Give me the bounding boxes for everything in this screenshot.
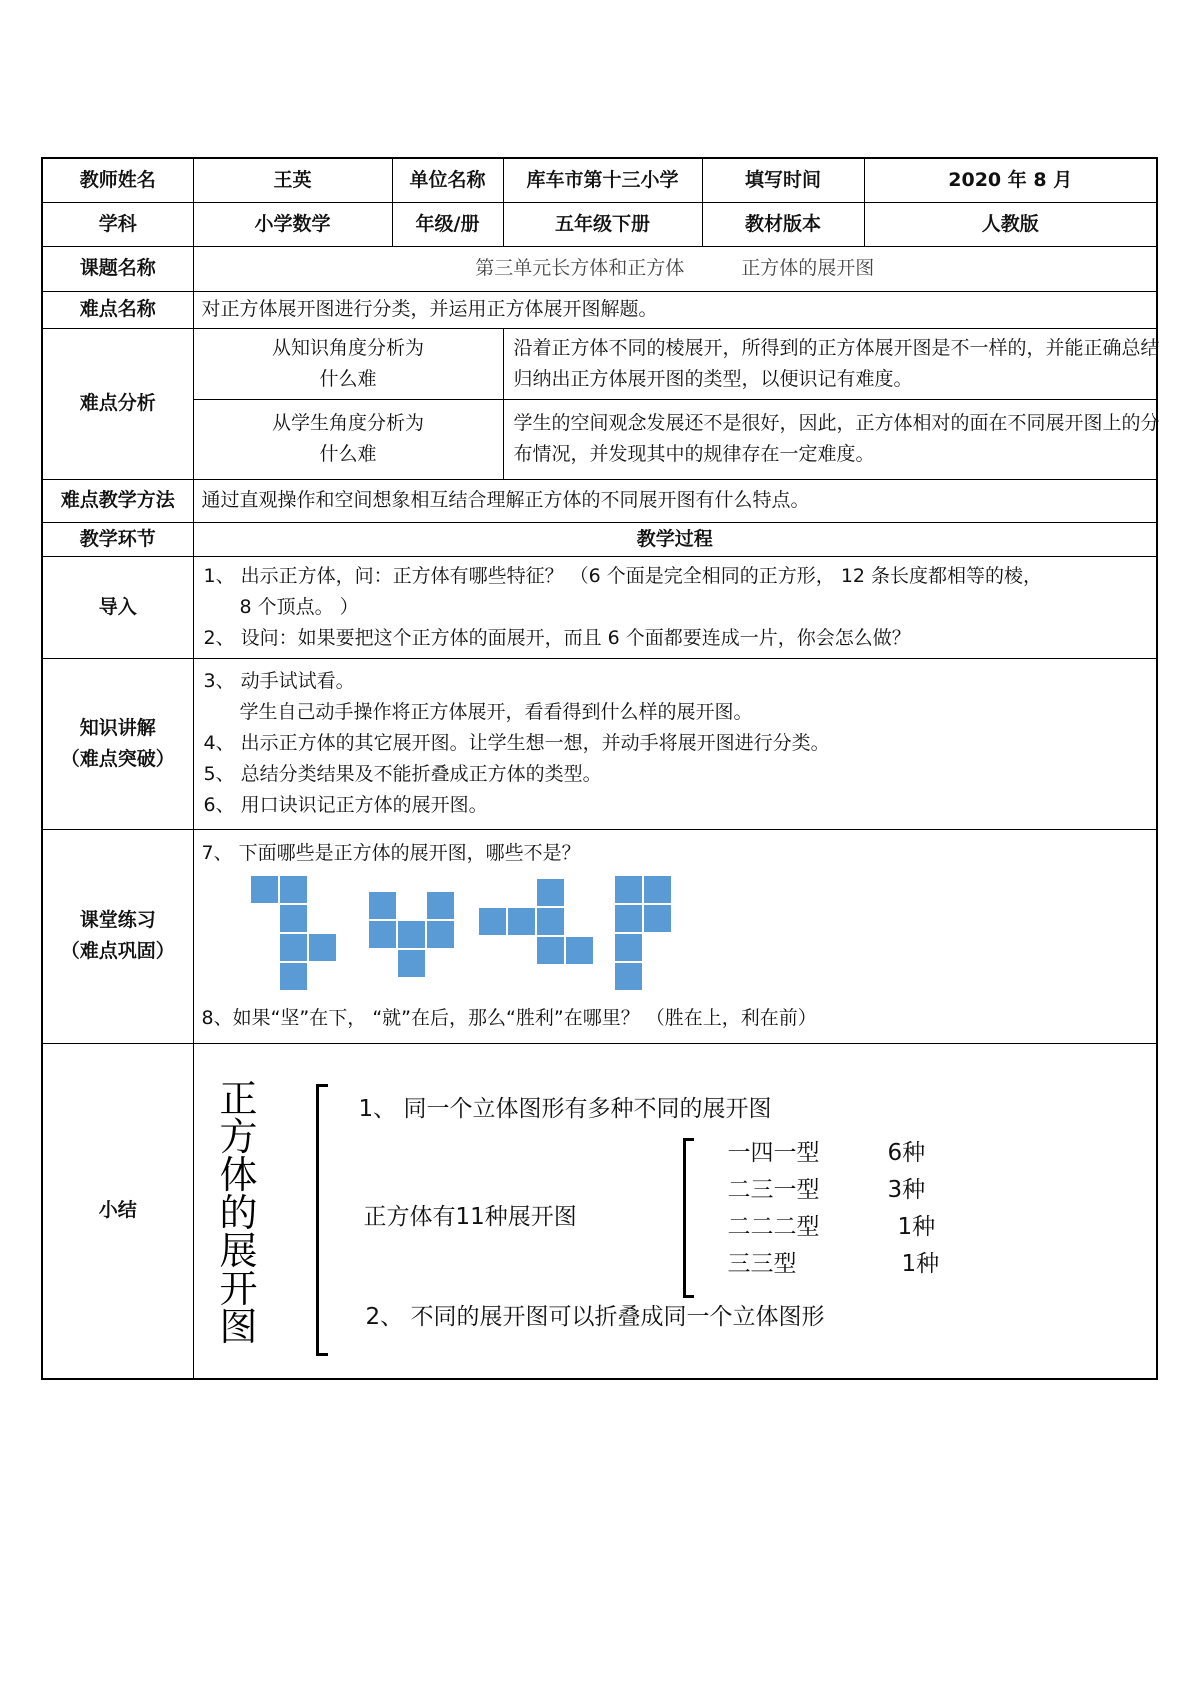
lesson-plan-table [41, 157, 1158, 1380]
edition-label: 教材版本 [702, 202, 864, 246]
net-2-square [368, 920, 397, 949]
vertical-title-char: 开 [219, 1266, 258, 1311]
header-row-1 [42, 158, 1157, 202]
analysis-row-2 [42, 399, 1157, 479]
intro-label: 导入 [42, 556, 193, 658]
vertical-title-char: 展 [219, 1228, 258, 1273]
method-label: 难点教学方法 [42, 479, 193, 522]
inner-bracket [683, 1138, 694, 1298]
net-4-square [614, 904, 643, 933]
knowledge-row [42, 658, 1157, 829]
practice-label [42, 829, 193, 1043]
net-2-square [397, 949, 426, 978]
grade-value: 五年级下册 [503, 202, 702, 246]
topic-value: 第三单元长方体和正方体 正方体的展开图 [193, 246, 1157, 291]
vertical-title-char: 图 [219, 1304, 258, 1349]
summary-diagram [194, 1046, 1157, 1376]
practice-question-8: 8、如果“坚”在下， “就”在后，那么“胜利”在哪里？ （胜在上，利在前） [201, 1007, 817, 1029]
vertical-title-char: 正 [219, 1076, 258, 1121]
difficulty-label: 难点名称 [42, 291, 193, 328]
type-count: 3种 [887, 1176, 926, 1203]
intro-line-2: 8 个顶点。 ） [239, 595, 359, 618]
outer-bracket [316, 1084, 328, 1356]
knowledge-line-3: 4、 出示正方体的其它展开图。让学生想一想，并动手将展开图进行分类。 [203, 732, 830, 754]
net-2-square [426, 920, 455, 949]
type-count: 1种 [901, 1250, 940, 1277]
intro-line-3: 2、 设问：如果要把这个正方体的面展开，而且 6 个面都要连成一片，你会怎么做？ [203, 626, 911, 649]
knowledge-angle-label-line2: 什么难 [319, 367, 377, 390]
net-1-square [308, 933, 337, 962]
process-header-row [42, 522, 1157, 556]
summary-content [193, 1043, 1157, 1379]
summary-label: 小结 [42, 1043, 193, 1379]
process-title: 教学过程 [193, 522, 1157, 556]
summary-row [42, 1043, 1157, 1379]
student-angle-label-line2: 什么难 [319, 443, 377, 465]
type-name: 一四一型 [727, 1139, 820, 1166]
type-name: 二三一型 [727, 1176, 820, 1203]
method-row [42, 479, 1157, 522]
knowledge-label-line1: 知识讲解 [79, 716, 156, 739]
subject-label: 学科 [42, 202, 193, 246]
net-4-square [614, 962, 643, 991]
type-count: 6种 [887, 1139, 926, 1166]
knowledge-line-4: 5、 总结分类结果及不能折叠成正方体的类型。 [203, 763, 602, 785]
date-label: 填写时间 [702, 158, 864, 202]
knowledge-angle-label [193, 328, 503, 399]
practice-question-7: 7、 下面哪些是正方体的展开图，哪些不是？ [201, 842, 581, 864]
summary-vertical-title [214, 1076, 264, 1349]
net-1-square [279, 962, 308, 991]
process-label: 教学环节 [42, 522, 193, 556]
difficulty-value: 对正方体展开图进行分类，并运用正方体展开图解题。 [193, 291, 1157, 328]
subject-value: 小学数学 [193, 202, 392, 246]
net-1-square [279, 933, 308, 962]
practice-label-line1: 课堂练习 [79, 909, 156, 931]
date-value: 2020 年 8 月 [864, 158, 1157, 202]
net-2-square [368, 891, 397, 920]
analysis-row-1 [42, 328, 1157, 399]
topic-row [42, 246, 1157, 291]
vertical-title-char: 方 [219, 1114, 258, 1159]
student-angle-text-line2: 布情况，并发现其中的规律存在一定难度。 [513, 443, 875, 465]
knowledge-angle-text [503, 328, 1160, 399]
intro-row [42, 556, 1157, 658]
practice-row [42, 829, 1157, 1043]
vertical-title-char: 的 [219, 1190, 258, 1235]
net-3-square [536, 907, 565, 936]
summary-point-2: 2、 不同的展开图可以折叠成同一个立体图形 [365, 1303, 825, 1330]
net-1-square [279, 904, 308, 933]
knowledge-angle-text-line2: 归纳出正方体展开图的类型，以便识记有难度。 [513, 367, 913, 390]
cube-net-figures [202, 875, 1149, 995]
knowledge-angle-label-line1: 从知识角度分析为 [271, 336, 424, 359]
knowledge-label-line2: （难点突破） [60, 747, 175, 770]
header-row-2 [42, 202, 1157, 246]
intro-line-1: 1、 出示正方体，问：正方体有哪些特征？ （6 个面是完全相同的正方形， 12 条长度都相等的棱， [203, 564, 1043, 587]
net-3-square [536, 936, 565, 965]
knowledge-label [42, 658, 193, 829]
summary-middle: 正方体有11种展开图 [363, 1203, 577, 1230]
method-value: 通过直观操作和空间想象相互结合理解正方体的不同展开图有什么特点。 [193, 479, 1157, 522]
practice-content [193, 829, 1157, 1043]
topic-label: 课题名称 [42, 246, 193, 291]
net-4-square [614, 933, 643, 962]
net-4-square [643, 875, 672, 904]
practice-label-line2: （难点巩固） [60, 940, 175, 962]
teacher-value: 王英 [193, 158, 392, 202]
net-3-square [565, 936, 594, 965]
net-1-square [279, 875, 308, 904]
knowledge-angle-text-line1: 沿着正方体不同的棱展开，所得到的正方体展开图是不一样的，并能正确总结 [513, 336, 1160, 359]
teacher-label: 教师姓名 [42, 158, 193, 202]
type-name: 三三型 [727, 1250, 797, 1277]
unit-value: 库车市第十三小学 [503, 158, 702, 202]
knowledge-line-2: 学生自己动手操作将正方体展开，看看得到什么样的展开图。 [239, 701, 753, 723]
student-angle-label-line1: 从学生角度分析为 [271, 412, 424, 434]
type-name: 二二二型 [727, 1213, 820, 1240]
unit-label: 单位名称 [392, 158, 503, 202]
intro-content [193, 556, 1157, 658]
net-4-square [643, 904, 672, 933]
net-3-square [536, 878, 565, 907]
vertical-title-char: 体 [219, 1152, 258, 1197]
net-3-square [478, 907, 507, 936]
knowledge-content [193, 658, 1157, 829]
net-1-square [250, 875, 279, 904]
summary-point-1: 1、 同一个立体图形有多种不同的展开图 [358, 1095, 772, 1122]
student-angle-text [503, 399, 1160, 479]
edition-value: 人教版 [864, 202, 1157, 246]
net-2-square [426, 891, 455, 920]
net-2-square [397, 920, 426, 949]
analysis-label: 难点分析 [42, 328, 193, 479]
knowledge-line-5: 6、 用口诀识记正方体的展开图。 [203, 794, 488, 816]
difficulty-row [42, 291, 1157, 328]
type-count: 1种 [897, 1213, 936, 1240]
knowledge-line-1: 3、 动手试试看。 [203, 670, 355, 692]
grade-label: 年级/册 [392, 202, 503, 246]
net-4-square [614, 875, 643, 904]
student-angle-label [193, 399, 503, 479]
student-angle-text-line1: 学生的空间观念发展还不是很好，因此，正方体相对的面在不同展开图上的分 [513, 412, 1160, 434]
net-3-square [507, 907, 536, 936]
